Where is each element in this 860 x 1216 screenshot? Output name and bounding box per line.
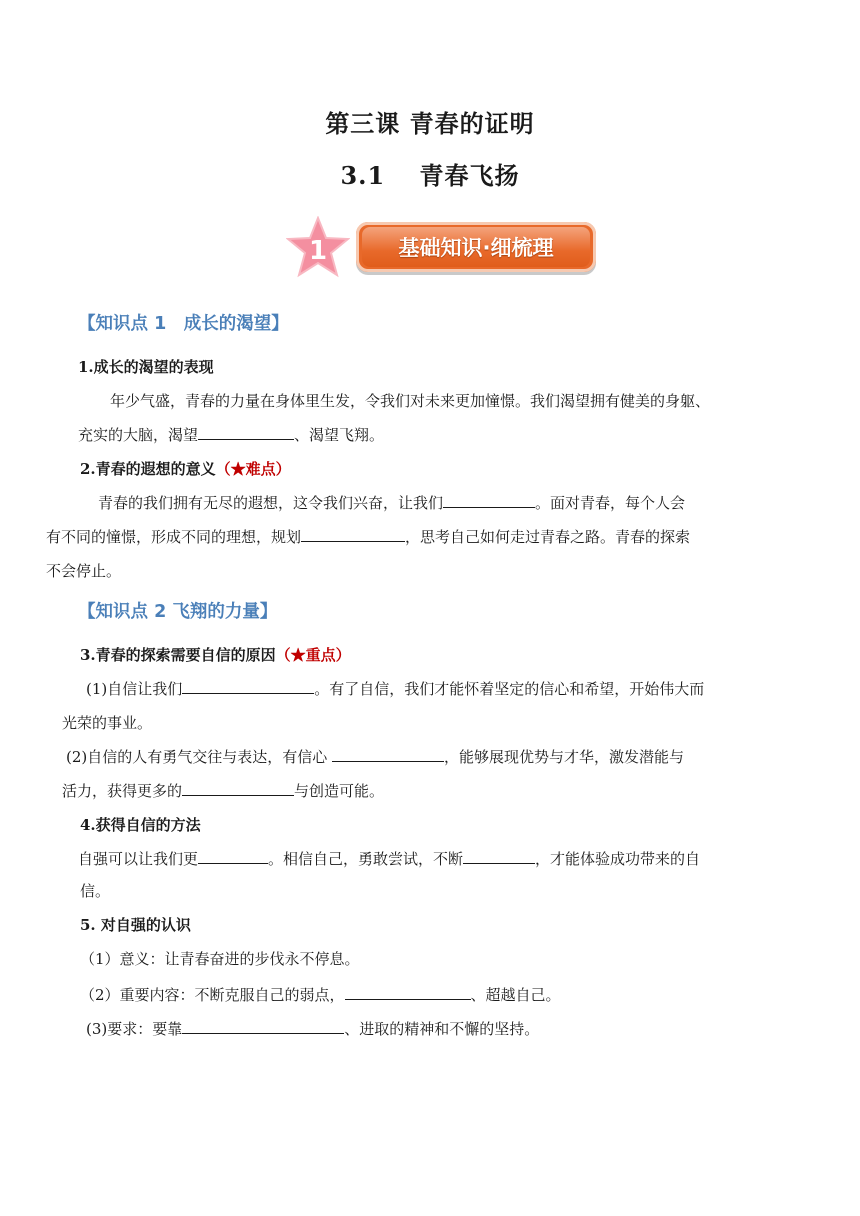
- banner-label: 基础知识·细梳理: [362, 227, 590, 267]
- banner-number: 1: [308, 236, 328, 266]
- heading-text: 2.青春的遐想的意义: [80, 460, 216, 478]
- text-segment: 青春的我们拥有无尽的遐想，这令我们兴奋，让我们: [98, 494, 444, 512]
- item2-line1: [98, 492, 685, 513]
- importance-tag: （★重点）: [275, 646, 351, 664]
- banner-pill: [356, 222, 596, 272]
- text-segment: 活力，获得更多的: [62, 782, 183, 800]
- text-segment: ，思考自己如何走过青春之路。青春的探索: [405, 528, 691, 546]
- item2-line2: [46, 526, 690, 547]
- item3-s1-cont: 光荣的事业。: [62, 714, 153, 732]
- item1-heading: 1.成长的渴望的表现: [78, 358, 214, 376]
- item5-s2: [80, 984, 561, 1005]
- item3-s2: [66, 746, 684, 767]
- lesson-title: 第三课 青春的证明: [325, 109, 535, 138]
- kp2-title: 【知识点 2 飞翔的力量】: [78, 602, 278, 622]
- text-segment: 。面对青春，每个人会: [535, 494, 686, 512]
- text-segment: ，能够展现优势与才华，激发潜能与: [444, 748, 685, 766]
- item3-s1: [86, 678, 704, 699]
- item2-line3: 不会停止。: [46, 562, 122, 580]
- item1-line1: 年少气盛，青春的力量在身体里生发，令我们对未来更加憧憬。我们渴望拥有健美的身躯、: [110, 392, 711, 410]
- star-icon: [286, 216, 350, 280]
- text-segment: 自强可以让我们更: [78, 850, 199, 868]
- item3-s2-cont: [62, 780, 384, 801]
- section-title: 3.1 青春飞扬: [340, 161, 520, 190]
- fill-blank: [332, 747, 444, 762]
- fill-blank: [345, 985, 471, 1000]
- text-segment: 与创造可能。: [294, 782, 385, 800]
- kp1-title: 【知识点 1 成长的渴望】: [78, 314, 289, 334]
- text-segment: ，才能体验成功带来的自: [535, 850, 701, 868]
- text-segment: 。相信自己，勇敢尝试，不断: [268, 850, 464, 868]
- item4-heading: 4.获得自信的方法: [80, 816, 201, 834]
- item3-heading: [80, 644, 351, 665]
- fill-blank: [198, 425, 294, 440]
- heading-text: 3.青春的探索需要自信的原因: [80, 646, 276, 664]
- text-segment: 、超越自己。: [470, 986, 561, 1004]
- text-segment: （2）重要内容：不断克服自己的弱点，: [80, 986, 345, 1004]
- difficulty-tag: （★难点）: [215, 460, 291, 478]
- item5-heading: 5. 对自强的认识: [80, 916, 191, 934]
- text-segment: (3)要求：要靠: [86, 1020, 183, 1038]
- item4-line1: [78, 848, 700, 869]
- item2-heading: [80, 458, 291, 479]
- item1-line2: [78, 424, 384, 445]
- text-segment: (1)自信让我们: [86, 680, 183, 698]
- fill-blank: [198, 849, 268, 864]
- item5-s1: （1）意义：让青春奋进的步伐永不停息。: [80, 950, 360, 968]
- text-segment: 、进取的精神和不懈的坚持。: [344, 1020, 540, 1038]
- fill-blank: [463, 849, 535, 864]
- fill-blank: [182, 679, 314, 694]
- section-banner: [286, 216, 606, 280]
- fill-blank: [443, 493, 535, 508]
- item4-line2: 信。: [80, 882, 111, 900]
- fill-blank: [182, 781, 294, 796]
- text-segment: 。有了自信，我们才能怀着坚定的信心和希望，开始伟大而: [314, 680, 705, 698]
- item5-s3: [86, 1018, 539, 1039]
- text-segment: (2)自信的人有勇气交往与表达，有信心: [66, 748, 333, 766]
- text-segment: 有不同的憧憬，形成不同的理想，规划: [46, 528, 302, 546]
- fill-blank: [301, 527, 405, 542]
- text-segment: 、渴望飞翔。: [294, 426, 385, 444]
- text-segment: 充实的大脑，渴望: [78, 426, 199, 444]
- fill-blank: [182, 1019, 344, 1034]
